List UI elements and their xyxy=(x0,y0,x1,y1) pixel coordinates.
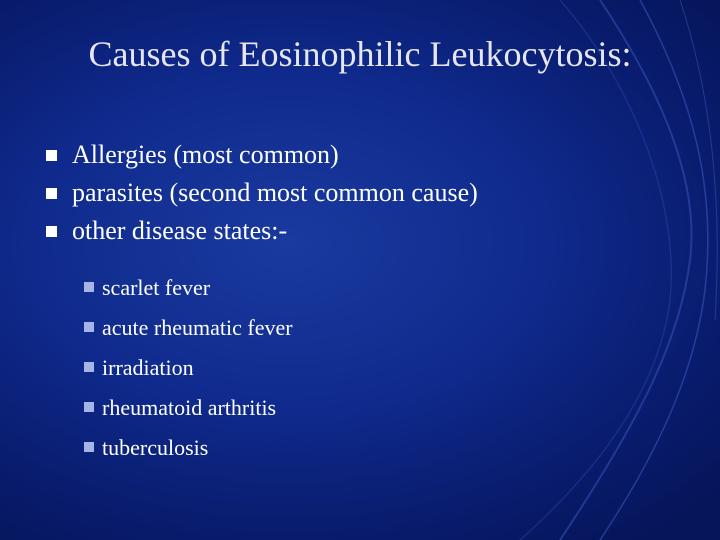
sub-bullet-item xyxy=(84,348,293,388)
sub-bullet-text: tuberculosis xyxy=(102,435,209,460)
bullet-text: other disease states:- xyxy=(72,216,288,245)
bullet-text: parasites (second most common cause) xyxy=(72,178,478,207)
sub-bullet-item xyxy=(84,308,293,348)
square-bullet-icon xyxy=(46,150,57,161)
sub-bullet-item xyxy=(84,388,293,428)
sub-bullet-item xyxy=(84,268,293,308)
sub-bullet-list xyxy=(84,268,293,468)
bullet-item xyxy=(46,212,478,250)
square-bullet-icon xyxy=(46,188,57,199)
sub-bullet-text: acute rheumatic fever xyxy=(102,315,293,340)
square-bullet-icon xyxy=(84,362,94,372)
bullet-text: Allergies (most common) xyxy=(72,140,339,169)
square-bullet-icon xyxy=(84,402,94,412)
sub-bullet-text: rheumatoid arthritis xyxy=(102,395,277,420)
sub-bullet-text: scarlet fever xyxy=(102,275,211,300)
bullet-item xyxy=(46,174,478,212)
bullet-item xyxy=(46,136,478,174)
bullet-list xyxy=(46,136,478,250)
square-bullet-icon xyxy=(84,282,94,292)
sub-bullet-item xyxy=(84,428,293,468)
sub-bullet-text: irradiation xyxy=(102,355,194,380)
square-bullet-icon xyxy=(84,442,94,452)
square-bullet-icon xyxy=(46,226,57,237)
square-bullet-icon xyxy=(84,322,94,332)
slide-title: Causes of Eosinophilic Leukocytosis: xyxy=(88,34,632,74)
